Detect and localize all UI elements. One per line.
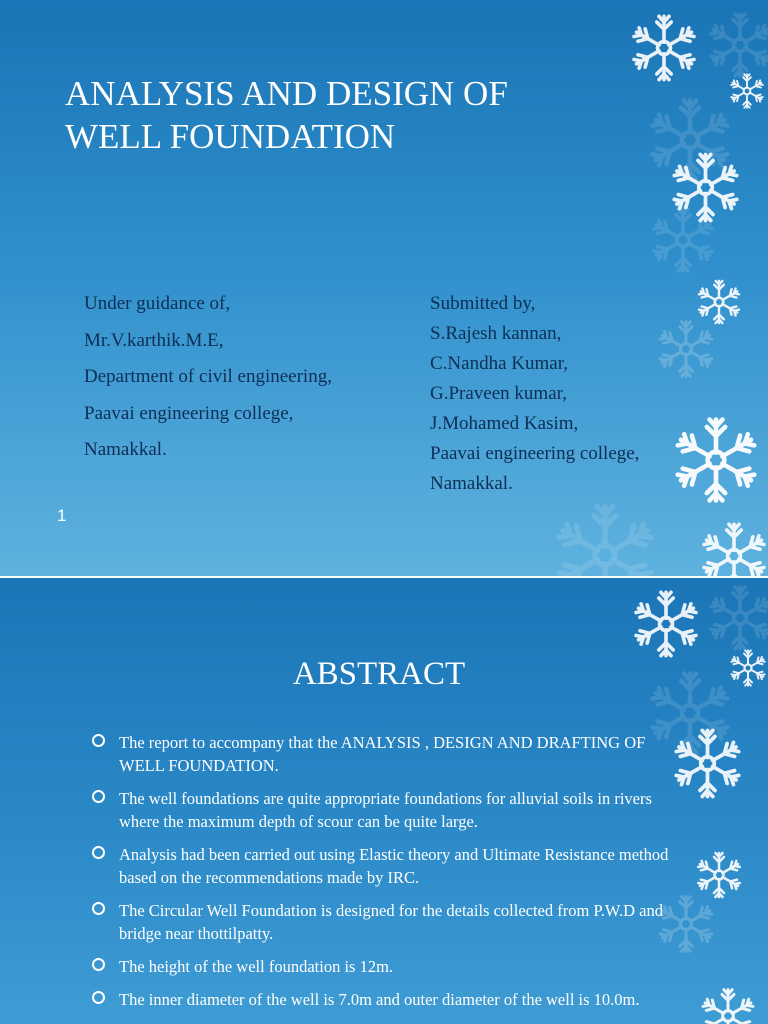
bullet-circle-icon xyxy=(92,958,105,971)
snowflake-icon xyxy=(655,318,717,380)
guidance-line: Department of civil engineering, xyxy=(84,366,332,387)
snowflake-icon xyxy=(705,583,768,653)
guidance-line: Paavai engineering college, xyxy=(84,402,294,424)
snowflake-icon xyxy=(550,500,660,576)
list-item xyxy=(92,731,682,777)
snowflake-icon xyxy=(648,205,718,275)
bullet-circle-icon xyxy=(92,734,105,747)
bullet-text: The report to accompany that the ANALYSIS , DESIGN AND DRAFTING OF WELL FOUNDATION. xyxy=(119,733,646,775)
bullet-circle-icon xyxy=(92,991,105,1004)
bullet-text: The well foundations are quite appropriate foundations for alluvial soils in rivers where the maximum depth of scour can be quite large. xyxy=(119,789,652,831)
snowflake-icon xyxy=(630,588,702,660)
abstract-bullet-list xyxy=(92,731,682,1021)
bullet-text: The height of the well foundation is 12m. xyxy=(119,957,394,976)
snowflake-icon xyxy=(698,986,758,1024)
slide-title xyxy=(65,72,508,158)
snowflake-icon xyxy=(698,520,768,576)
list-item xyxy=(92,787,682,833)
bullet-text: The inner diameter of the well is 7.0m and outer diameter of the well is 10.0m. xyxy=(119,990,640,1009)
list-item xyxy=(92,955,682,978)
title-line-2: WELL FOUNDATION xyxy=(65,117,396,156)
submitted-line: C.Nandha Kumar, xyxy=(430,353,569,374)
abstract-slide xyxy=(0,578,768,1024)
submitted-line: G.Praveen kumar, xyxy=(430,383,567,404)
snowflake-icon xyxy=(645,95,735,185)
abstract-title: ABSTRACT xyxy=(292,656,466,692)
bullet-circle-icon xyxy=(92,902,105,915)
guidance-block xyxy=(84,286,332,469)
guidance-line: Mr.V.karthik.M.E, xyxy=(84,329,224,351)
snowflake-icon xyxy=(705,10,768,80)
bullet-circle-icon xyxy=(92,790,105,803)
submitted-line: Namakkal. xyxy=(430,473,513,494)
guidance-line: Under guidance of, xyxy=(84,293,231,314)
submitted-line: Paavai engineering college, xyxy=(430,443,640,464)
guidance-line: Namakkal. xyxy=(84,439,167,460)
submitted-line: Submitted by, xyxy=(430,293,536,314)
title-line-1: ANALYSIS AND DESIGN OF xyxy=(65,74,508,113)
bullet-circle-icon xyxy=(92,846,105,859)
submitted-block xyxy=(430,289,639,499)
submitted-line: S.Rajesh kannan, xyxy=(430,323,562,344)
list-item xyxy=(92,988,682,1011)
bullet-text: The Circular Well Foundation is designed for the details collected from P.W.D and bridge near thottilpatty. xyxy=(119,901,663,943)
bullet-text: Analysis had been carried out using Elastic theory and Ultimate Resistance method based on the recommendations made by IRC. xyxy=(119,845,669,887)
list-item xyxy=(92,843,682,889)
list-item xyxy=(92,899,682,945)
submitted-line: J.Mohamed Kasim, xyxy=(430,413,579,434)
snowflake-icon xyxy=(628,12,700,84)
slide-number: 1 xyxy=(57,506,67,525)
snowflake-icon xyxy=(670,414,762,506)
